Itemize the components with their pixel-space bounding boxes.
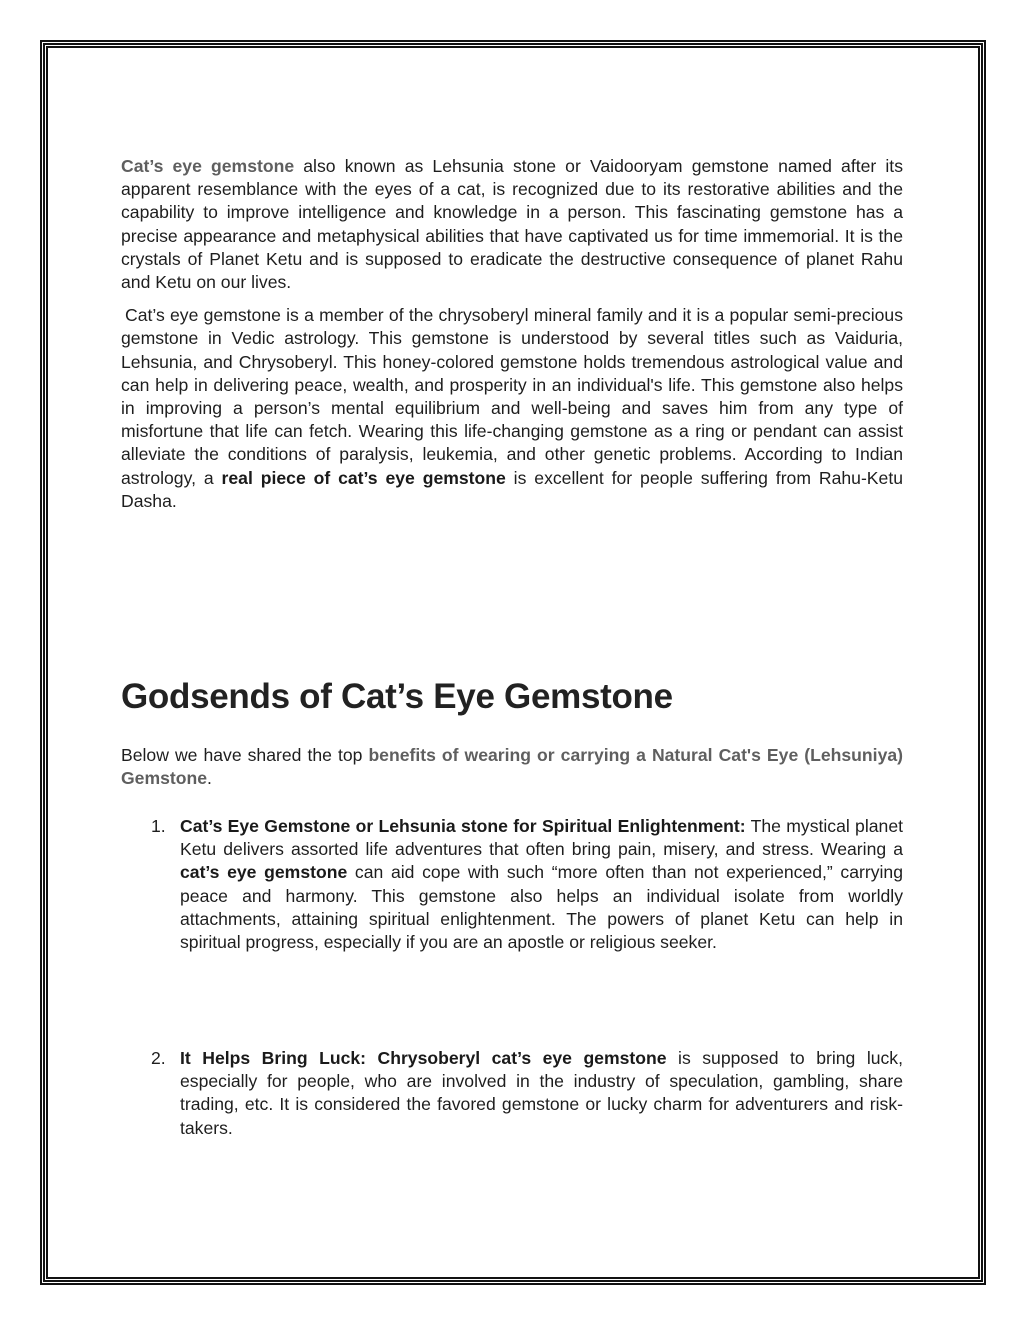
section-heading: Godsends of Cat’s Eye Gemstone xyxy=(121,677,673,716)
benefits-intro-text: Below we have shared the top xyxy=(121,745,369,765)
list-item-body xyxy=(180,815,903,954)
cats-eye-gemstone-bold-link[interactable]: cat’s eye gemstone xyxy=(180,862,348,883)
paragraph-intro xyxy=(121,155,903,294)
cats-eye-gemstone-link[interactable]: Cat’s eye gemstone xyxy=(121,156,295,176)
paragraph-chrysoberyl-tail: is excellent for people suffering from Rahu-Ketu Dasha. xyxy=(121,467,903,511)
benefits-intro xyxy=(121,744,903,790)
document-content xyxy=(121,155,903,1138)
list-item-body xyxy=(180,1047,903,1140)
real-piece-link[interactable]: real piece of cat’s eye gemstone xyxy=(221,467,506,488)
list-item-text: The mystical planet Ketu delivers assorted life adventures that often bring pain, misery, and stress. Wearing a xyxy=(180,816,903,860)
list-item-text-tail: can aid cope with such “more often than not experienced,” carrying peace and harmony. This gemstone also helps an individual isolate from worldly attachments, attaining spiritual enlightenment. The powers of planet Ketu can help in spiritual progress, especially if you are an apostle or religious seeker. xyxy=(180,862,903,953)
paragraph-intro-text: also known as Lehsunia stone or Vaidooryam gemstone named after its apparent resemblance with the eyes of a cat, is recognized due to its restorative abilities and the capability to improve intelligence and knowledge in a person. This fascinating gemstone has a precise appearance and metaphysical abilities that have captivated us for time immemorial. It is the crystals of Planet Ketu and is supposed to eradicate the destructive consequence of planet Rahu and Ketu on our lives. xyxy=(121,156,903,293)
list-item-title[interactable]: It Helps Bring Luck: Chrysoberyl cat’s eye gemstone xyxy=(180,1048,667,1068)
list-number: 1. xyxy=(151,816,166,836)
benefits-link[interactable]: benefits of wearing or carrying a Natural Cat's Eye (Lehsuniya) Gemstone xyxy=(121,745,903,789)
list-item-title: Cat’s Eye Gemstone or Lehsunia stone for Spiritual Enlightenment: xyxy=(180,816,746,836)
paragraph-chrysoberyl-text: Cat’s eye gemstone is a member of the chrysoberyl mineral family and it is a popular semi-precious gemstone in Vedic astrology. This gemstone is understood by several titles such as Vaiduria, Lehsunia, and Chrysoberyl. This honey-colored gemstone holds tremendous astrological value and can help in delivering peace, wealth, and prosperity in an individual's life. This gemstone also helps in improving a person’s mental equilibrium and well-being and saves him from any type of misfortune that life can fetch. Wearing this life-changing gemstone as a ring or pendant can assist alleviate the conditions of paralysis, leukemia, and other genetic problems. According to Indian astrology, a xyxy=(121,305,903,488)
list-item-text: is supposed to bring luck, especially for people, who are involved in the industry of speculation, gambling, share trading, etc. It is considered the favored gemstone or lucky charm for adventurers and risk-takers. xyxy=(180,1048,903,1138)
benefits-intro-tail: . xyxy=(207,768,212,789)
paragraph-chrysoberyl xyxy=(121,304,903,513)
list-number: 2. xyxy=(151,1048,166,1068)
